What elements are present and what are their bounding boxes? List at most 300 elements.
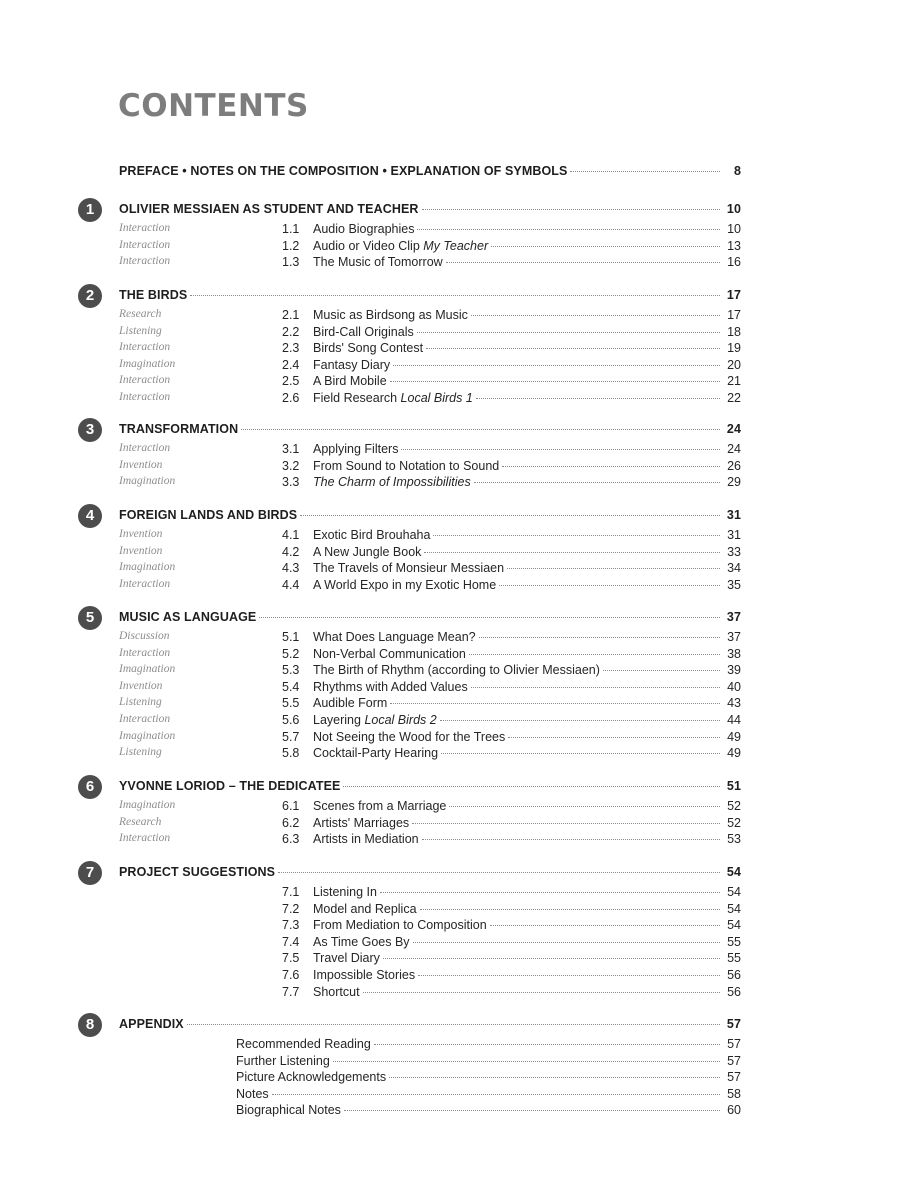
page-number: 57 [727, 1037, 741, 1051]
page-number: 49 [727, 746, 741, 761]
toc-leader-line[interactable] [313, 528, 741, 542]
section-number: 5.4 [282, 679, 300, 694]
entry-title-text: A New Jungle Book [313, 544, 422, 559]
toc-entry[interactable] [0, 255, 900, 271]
toc-leader-line[interactable] [313, 663, 741, 677]
entry-title-text: Audible Form [313, 696, 388, 711]
toc-leader-line[interactable] [119, 508, 741, 522]
dot-leader [507, 568, 720, 569]
page-number: 31 [727, 528, 741, 542]
dot-leader [393, 365, 720, 366]
entry-title [313, 475, 471, 489]
section-number: 4.1 [282, 528, 300, 542]
page-number: 57 [726, 1017, 741, 1031]
toc-leader-line[interactable] [119, 610, 741, 624]
dot-leader [259, 617, 720, 618]
toc-entry[interactable] [0, 561, 900, 577]
entry-title-text: The Birth of Rhythm (according to Olivier Messiaen) [313, 663, 600, 678]
toc-leader-line[interactable] [313, 561, 741, 575]
toc-entry[interactable] [0, 358, 900, 374]
toc-entry[interactable] [0, 951, 900, 967]
activity-type-label: Invention [119, 528, 163, 540]
page-number: 54 [727, 918, 741, 933]
dot-leader [499, 585, 720, 586]
activity-type-label: Interaction [119, 442, 171, 454]
dot-leader [508, 737, 720, 738]
entry-title-text: OLIVIER MESSIAEN AS STUDENT AND TEACHER [119, 202, 419, 216]
entry-title-text: APPENDIX [119, 1017, 184, 1031]
section-number: 7.5 [282, 951, 300, 966]
toc-entry[interactable] [0, 578, 900, 594]
preface-row[interactable] [0, 164, 900, 180]
entry-title [119, 865, 275, 879]
toc-entry[interactable] [0, 442, 900, 458]
page-number: 56 [727, 984, 741, 999]
toc-leader-line[interactable] [313, 308, 741, 322]
toc-leader-line[interactable] [313, 630, 741, 644]
toc-leader-line[interactable] [313, 985, 741, 999]
entry-title [236, 1070, 386, 1084]
dot-leader [424, 552, 720, 553]
toc-entry[interactable] [0, 647, 900, 663]
entry-title-text: From Mediation to Composition [313, 918, 487, 933]
dot-leader [422, 839, 720, 840]
toc-leader-line[interactable] [119, 288, 741, 302]
page-number: 52 [727, 799, 741, 813]
dot-leader [420, 909, 720, 910]
page-number: 19 [727, 341, 741, 356]
page-number: 26 [727, 458, 741, 473]
toc-entry[interactable] [0, 391, 900, 407]
toc-entry[interactable] [0, 1070, 900, 1086]
entry-title [119, 202, 419, 216]
dot-leader [479, 637, 720, 638]
dot-leader [363, 992, 720, 993]
section-number: 2.5 [282, 374, 300, 389]
entry-title [313, 341, 423, 355]
entry-title-text: As Time Goes By [313, 934, 410, 949]
toc-entry[interactable] [0, 885, 900, 901]
section-number: 7.6 [282, 968, 300, 982]
toc-leader-line[interactable] [119, 164, 741, 178]
toc-leader-line[interactable] [313, 545, 741, 559]
toc-entry[interactable] [0, 935, 900, 951]
toc-leader-line[interactable] [313, 374, 741, 388]
entry-title-text: The Travels of Monsieur Messiaen [313, 561, 505, 576]
toc-leader-line[interactable] [313, 816, 741, 830]
section-number: 3.3 [282, 475, 300, 490]
chapter-number-badge: 6 [78, 775, 102, 799]
entry-title [313, 968, 415, 982]
section-number: 2.6 [282, 391, 300, 405]
entry-title [313, 528, 430, 542]
toc-leader-line[interactable] [313, 239, 741, 253]
toc-entry[interactable] [0, 902, 900, 918]
entry-title-text: Notes [236, 1086, 269, 1101]
section-number: 3.1 [282, 442, 300, 456]
toc-leader-line[interactable] [313, 475, 741, 489]
section-number: 5.7 [282, 729, 300, 744]
toc-entry[interactable] [0, 816, 900, 832]
entry-title-text: Listening In [313, 885, 377, 899]
chapter-heading[interactable] [0, 508, 900, 524]
toc-leader-line[interactable] [236, 1037, 741, 1051]
toc-leader-line[interactable] [119, 779, 741, 793]
page-number: 57 [727, 1070, 741, 1085]
toc-leader-line[interactable] [313, 222, 741, 236]
toc-leader-line[interactable] [313, 951, 741, 965]
dot-leader [241, 429, 720, 430]
entry-title [313, 442, 398, 456]
activity-type-label: Interaction [119, 238, 171, 251]
toc-entry[interactable] [0, 1054, 900, 1070]
entry-title [119, 610, 256, 624]
entry-title [313, 713, 437, 727]
page-number: 38 [727, 646, 741, 661]
toc-entry[interactable] [0, 325, 900, 341]
toc-entry[interactable] [0, 663, 900, 679]
entry-title-text: Impossible Stories [313, 968, 416, 982]
entry-title [313, 799, 446, 813]
toc-leader-line[interactable] [236, 1087, 741, 1101]
page-number: 54 [726, 865, 741, 879]
toc-entry[interactable] [0, 713, 900, 729]
activity-type-label: Interaction [119, 374, 171, 387]
page-number: 37 [727, 630, 741, 644]
entry-title [313, 680, 468, 694]
section-number: 4.2 [282, 544, 300, 559]
entry-title [119, 779, 340, 793]
section-number: 2.1 [282, 308, 300, 322]
dot-leader [426, 348, 720, 349]
section-number: 6.3 [282, 832, 300, 847]
entry-title [313, 746, 438, 760]
dot-leader [343, 786, 720, 787]
dot-leader [449, 806, 720, 807]
toc-leader-line[interactable] [313, 680, 741, 694]
entry-title-text: Biographical Notes [236, 1103, 341, 1118]
toc-leader-line[interactable] [313, 713, 741, 727]
activity-type-label: Interaction [119, 577, 171, 590]
toc-leader-line[interactable] [236, 1103, 741, 1117]
activity-type-label: Discussion [119, 630, 170, 642]
entry-title [119, 288, 187, 302]
entry-title-text: Audio or Video Clip [313, 238, 424, 253]
page-number: 53 [727, 832, 741, 847]
page-number: 20 [727, 357, 741, 372]
toc-leader-line[interactable] [313, 746, 741, 760]
section-number: 5.2 [282, 646, 300, 661]
activity-type-label: Interaction [119, 646, 171, 659]
entry-title-text: TRANSFORMATION [119, 422, 239, 436]
entry-title [313, 578, 496, 592]
entry-title-text: Recommended Reading [236, 1037, 371, 1051]
entry-title [313, 951, 380, 965]
toc-leader-line[interactable] [313, 885, 741, 899]
toc-leader-line[interactable] [119, 865, 741, 879]
section-number: 5.6 [282, 713, 300, 727]
dot-leader [603, 670, 720, 671]
entry-title-text: Bird-Call Originals [313, 324, 414, 339]
chapter-heading[interactable] [0, 1017, 900, 1033]
page-number: 16 [727, 255, 741, 270]
activity-type-label: Interaction [119, 713, 171, 725]
entry-title-text: Shortcut [313, 984, 360, 999]
toc-leader-line[interactable] [313, 935, 741, 949]
chapter-heading[interactable] [0, 288, 900, 304]
section-number: 2.3 [282, 341, 300, 356]
entry-title-text: Layering [313, 713, 365, 727]
entry-title-italic: Local Birds 2 [364, 713, 437, 727]
entry-title-text: A Bird Mobile [313, 374, 387, 389]
entry-title-text: The Music of Tomorrow [313, 255, 443, 270]
page-number: 54 [727, 901, 741, 916]
section-number: 5.3 [282, 663, 300, 678]
toc-entry[interactable] [0, 680, 900, 696]
entry-title [313, 902, 417, 916]
section-number: 2.2 [282, 324, 300, 339]
activity-type-label: Imagination [119, 799, 176, 811]
toc-leader-line[interactable] [313, 799, 741, 813]
section-number: 7.3 [282, 918, 300, 933]
activity-type-label: Interaction [119, 341, 171, 354]
page-number: 49 [727, 729, 741, 744]
toc-entry[interactable] [0, 696, 900, 712]
chapter-heading[interactable] [0, 865, 900, 881]
page-number: 52 [727, 815, 741, 830]
entry-title [313, 816, 409, 830]
page-number: 60 [727, 1103, 741, 1118]
toc-entry[interactable] [0, 475, 900, 491]
entry-title [313, 885, 377, 899]
dot-leader [417, 332, 720, 333]
toc-leader-line[interactable] [313, 325, 741, 339]
entry-title-text: Picture Acknowledgements [236, 1070, 387, 1085]
dot-leader [278, 872, 720, 873]
toc-leader-line[interactable] [313, 391, 741, 405]
entry-title-italic: My Teacher [423, 238, 489, 253]
toc-entry[interactable] [0, 459, 900, 475]
dot-leader [333, 1061, 720, 1062]
entry-title [313, 459, 499, 473]
toc-leader-line[interactable] [236, 1054, 741, 1068]
section-number: 2.4 [282, 357, 300, 372]
entry-title [313, 374, 387, 388]
page-number: 24 [727, 442, 741, 456]
section-number: 7.2 [282, 901, 300, 916]
entry-title [313, 239, 488, 253]
toc-entry[interactable] [0, 746, 900, 762]
chapter-number-badge: 4 [78, 504, 102, 528]
toc-leader-line[interactable] [313, 832, 741, 846]
toc-leader-line[interactable] [313, 902, 741, 916]
section-number: 5.1 [282, 630, 300, 644]
entry-title [119, 164, 567, 178]
entry-title-text: Music as Birdsong as Music [313, 308, 468, 322]
chapter-heading[interactable] [0, 422, 900, 438]
page-title: CONTENTS [118, 88, 309, 124]
entry-title-text: Applying Filters [313, 442, 399, 456]
entry-title [119, 422, 238, 436]
toc-leader-line[interactable] [236, 1070, 741, 1084]
toc-leader-line[interactable] [313, 696, 741, 710]
toc-leader-line[interactable] [119, 1017, 741, 1031]
entry-title-text: Audio Biographies [313, 222, 415, 236]
entry-title-text: Artists' Marriages [313, 815, 410, 830]
page-number: 56 [727, 968, 741, 982]
chapter-number-badge: 2 [78, 284, 102, 308]
page-number: 57 [727, 1053, 741, 1068]
toc-entry[interactable] [0, 545, 900, 561]
entry-title-text: PROJECT SUGGESTIONS [119, 865, 276, 879]
section-number: 1.2 [282, 238, 300, 253]
entry-title [236, 1087, 269, 1101]
entry-title [313, 696, 387, 710]
entry-title-text: THE BIRDS [119, 288, 188, 302]
entry-title-text: Travel Diary [313, 951, 380, 966]
section-number: 1.3 [282, 255, 300, 270]
activity-type-label: Imagination [119, 663, 176, 676]
page-number: 17 [727, 308, 741, 322]
toc-entry[interactable] [0, 985, 900, 1001]
entry-title [119, 1017, 184, 1031]
entry-title-italic: Local Birds 1 [400, 391, 473, 405]
activity-type-label: Imagination [119, 357, 176, 370]
dot-leader [344, 1110, 720, 1111]
chapter-heading[interactable] [0, 610, 900, 626]
activity-type-label: Imagination [119, 475, 176, 488]
activity-type-label: Interaction [119, 255, 171, 268]
chapter-heading[interactable] [0, 779, 900, 795]
page-number: 39 [727, 663, 741, 678]
entry-title-text: Non-Verbal Communication [313, 646, 466, 661]
entry-title-text: MUSIC AS LANGUAGE [119, 610, 257, 624]
activity-type-label: Imagination [119, 561, 176, 574]
dot-leader [440, 720, 720, 721]
page-number: 58 [727, 1086, 741, 1101]
toc-entry[interactable] [0, 799, 900, 815]
page-number: 22 [727, 391, 741, 405]
entry-title-text: Rhythms with Added Values [313, 679, 468, 694]
entry-title-text: Not Seeing the Wood for the Trees [313, 729, 506, 744]
dot-leader [190, 295, 720, 296]
toc-entry[interactable] [0, 528, 900, 544]
dot-leader [383, 958, 720, 959]
toc-leader-line[interactable] [313, 918, 741, 932]
entry-title [236, 1037, 371, 1051]
activity-type-label: Imagination [119, 729, 176, 742]
toc-leader-line[interactable] [313, 459, 741, 473]
dot-leader [490, 925, 720, 926]
entry-title-text: YVONNE LORIOD – THE DEDICATEE [119, 779, 341, 793]
entry-title [313, 255, 443, 269]
dot-leader [491, 246, 720, 247]
section-number: 1.1 [282, 222, 300, 236]
dot-leader [374, 1044, 720, 1045]
toc-leader-line[interactable] [313, 341, 741, 355]
toc-entry[interactable] [0, 341, 900, 357]
toc-leader-line[interactable] [313, 358, 741, 372]
activity-type-label: Interaction [119, 222, 171, 234]
toc-leader-line[interactable] [119, 202, 741, 216]
toc-entry[interactable] [0, 374, 900, 390]
toc-entry[interactable] [0, 239, 900, 255]
activity-type-label: Invention [119, 679, 163, 692]
chapter-number-badge: 3 [78, 418, 102, 442]
entry-title-italic: The Charm of Impossibilities [313, 475, 471, 490]
dot-leader [413, 942, 720, 943]
entry-title [313, 663, 600, 677]
dot-leader [417, 229, 720, 230]
entry-title [313, 832, 419, 846]
page-number: 33 [727, 544, 741, 559]
toc-entry[interactable] [0, 1037, 900, 1053]
entry-title [313, 647, 466, 661]
toc-entry[interactable] [0, 308, 900, 324]
chapter-number-badge: 1 [78, 198, 102, 222]
toc-entry[interactable] [0, 832, 900, 848]
activity-type-label: Invention [119, 544, 163, 557]
page-number: 34 [727, 561, 741, 576]
entry-title-text: FOREIGN LANDS AND BIRDS [119, 508, 298, 522]
toc-leader-line[interactable] [313, 730, 741, 744]
toc-leader-line[interactable] [313, 578, 741, 592]
section-number: 4.3 [282, 561, 300, 576]
section-number: 4.4 [282, 577, 300, 592]
toc-entry[interactable] [0, 968, 900, 984]
page-number: 21 [727, 374, 741, 389]
entry-title [313, 325, 414, 339]
page-number: 54 [727, 885, 741, 899]
dot-leader [446, 262, 720, 263]
chapter-number-badge: 8 [78, 1013, 102, 1037]
entry-title-text: Scenes from a Marriage [313, 799, 447, 813]
activity-type-label: Interaction [119, 832, 171, 845]
section-number: 5.5 [282, 696, 300, 711]
toc-entry[interactable] [0, 222, 900, 238]
entry-title [236, 1054, 330, 1068]
toc-leader-line[interactable] [313, 442, 741, 456]
entry-title-text: PREFACE • NOTES ON THE COMPOSITION • EXPLANATION OF SYMBOLS [119, 164, 568, 178]
entry-title [313, 630, 476, 644]
entry-title-text: From Sound to Notation to Sound [313, 458, 500, 473]
toc-leader-line[interactable] [313, 255, 741, 269]
toc-entry[interactable] [0, 918, 900, 934]
toc-entry[interactable] [0, 730, 900, 746]
page-number: 43 [727, 696, 741, 711]
toc-leader-line[interactable] [313, 647, 741, 661]
dot-leader [474, 482, 720, 483]
toc-entry[interactable] [0, 630, 900, 646]
dot-leader [390, 703, 720, 704]
page-number: 55 [727, 934, 741, 949]
entry-title-text: Further Listening [236, 1053, 330, 1068]
toc-leader-line[interactable] [313, 968, 741, 982]
toc-leader-line[interactable] [119, 422, 741, 436]
dot-leader [401, 449, 720, 450]
page-number: 44 [727, 713, 741, 727]
page-number: 8 [733, 164, 741, 178]
chapter-heading[interactable] [0, 202, 900, 218]
entry-title-text: What Does Language Mean? [313, 630, 476, 644]
section-number: 7.7 [282, 984, 300, 999]
toc-entry[interactable] [0, 1103, 900, 1119]
page-number: 55 [727, 951, 741, 966]
entry-title [313, 730, 505, 744]
activity-type-label: Interaction [119, 391, 171, 403]
dot-leader [187, 1024, 720, 1025]
toc-entry[interactable] [0, 1087, 900, 1103]
